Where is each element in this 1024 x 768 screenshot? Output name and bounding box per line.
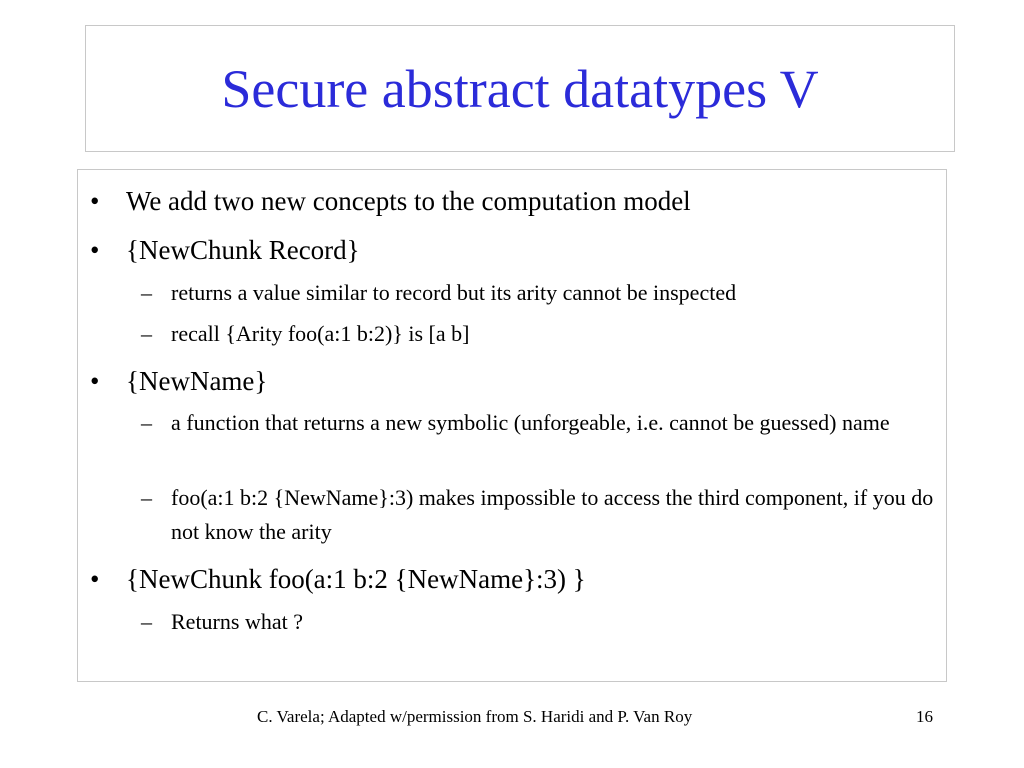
sub-bullet-marker: – [141, 609, 152, 634]
bullet-marker: • [90, 564, 100, 594]
sub-bullet-text: foo(a:1 b:2 {NewName}:3) makes impossible to access the third component, if you do not know the arity [171, 485, 934, 544]
sub-bullet-text: recall {Arity foo(a:1 b:2)} is [a b] [171, 321, 470, 346]
bullet-text: {NewChunk foo(a:1 b:2 {NewName}:3) } [126, 564, 586, 594]
page-number: 16 [916, 707, 933, 726]
sub-bullet-text: Returns what ? [171, 609, 303, 634]
bullet-marker: • [90, 366, 100, 396]
sub-bullet-marker: – [141, 280, 152, 305]
bullet-text: {NewChunk Record} [126, 235, 360, 265]
sub-bullet-marker: – [141, 321, 152, 346]
title-box [85, 25, 955, 152]
bullet-marker: • [90, 235, 100, 265]
bullet-marker: • [90, 186, 100, 216]
bullet-text: {NewName} [126, 366, 268, 396]
sub-bullet-marker: – [141, 485, 152, 510]
sub-bullet-text: a function that returns a new symbolic (unforgeable, i.e. cannot be guessed) name [171, 410, 890, 435]
footer-credit: C. Varela; Adapted w/permission from S. Haridi and P. Van Roy [257, 707, 693, 726]
bullet-text: We add two new concepts to the computation model [126, 186, 691, 216]
slide-title: Secure abstract datatypes V [221, 58, 819, 119]
sub-bullet-text: returns a value similar to record but its arity cannot be inspected [171, 280, 737, 305]
content-box [77, 169, 947, 682]
sub-bullet-marker: – [141, 410, 152, 435]
